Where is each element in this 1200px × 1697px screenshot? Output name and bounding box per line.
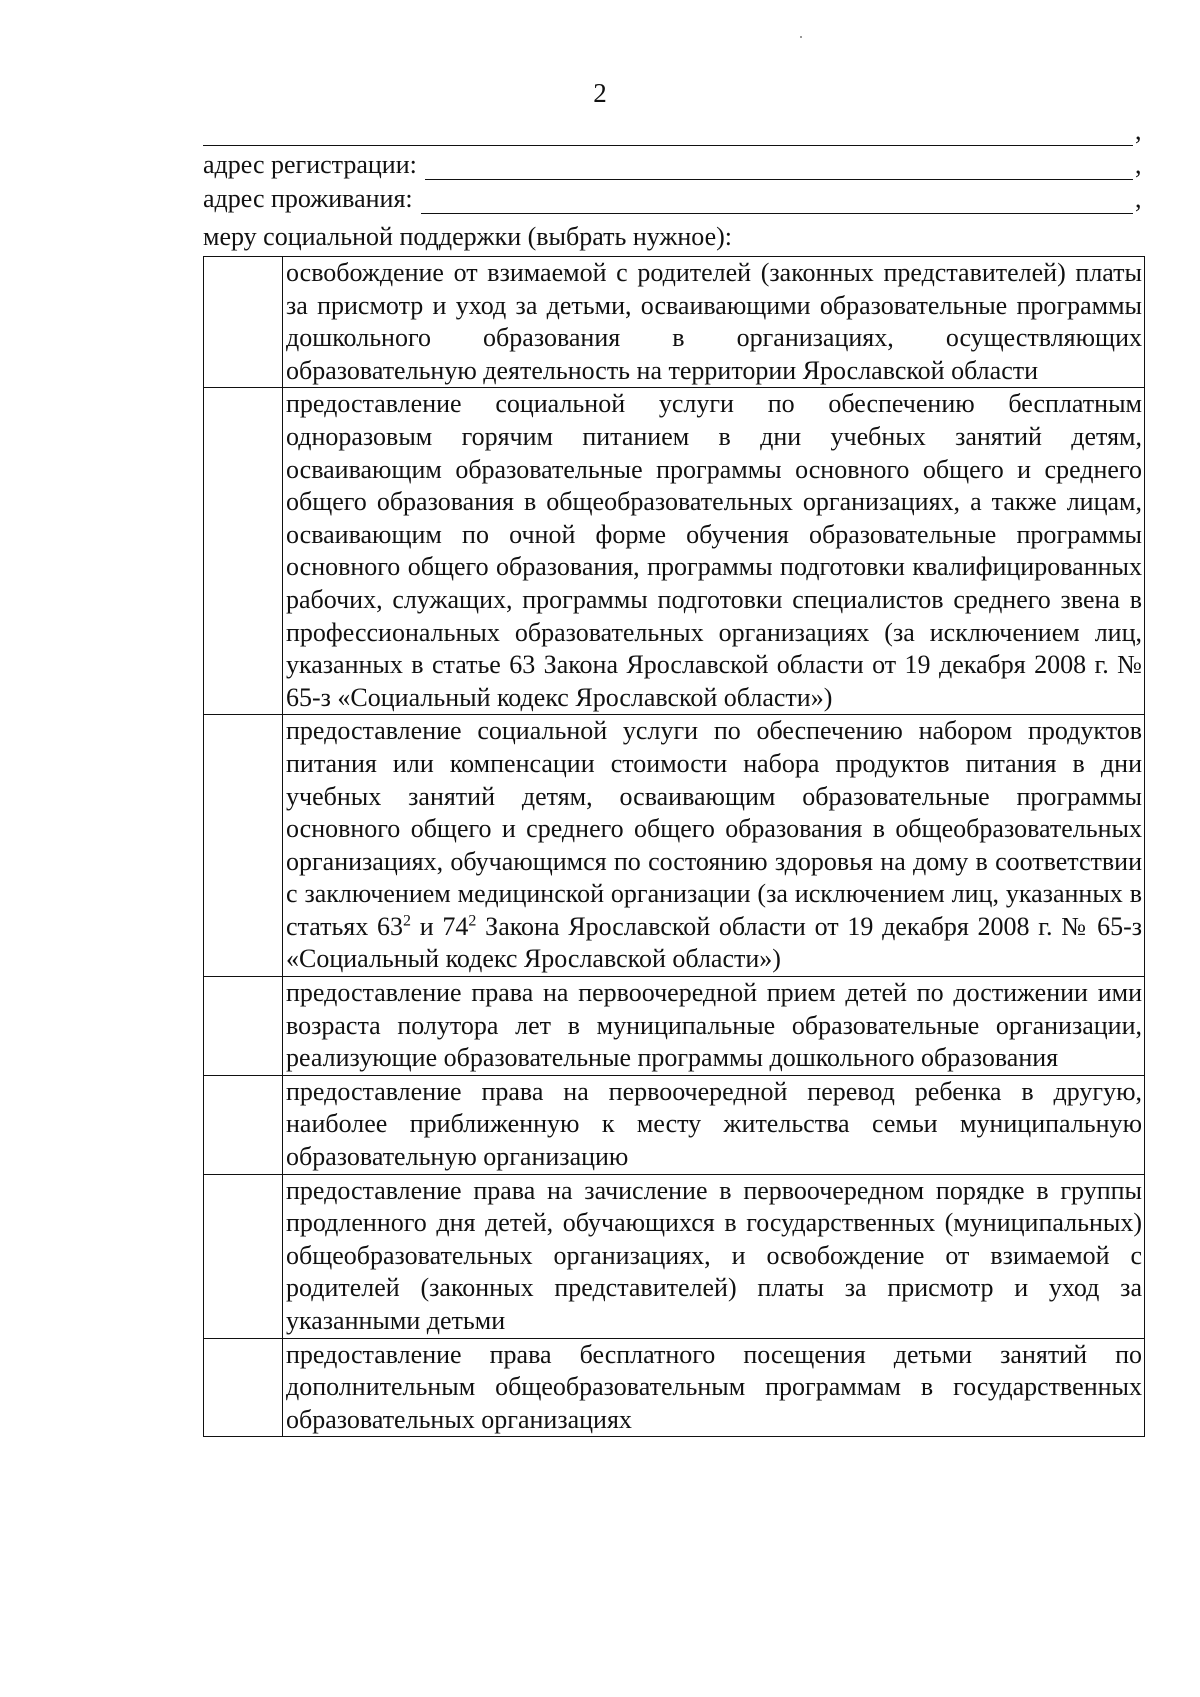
residence-address-line (203, 184, 1145, 214)
option-text: предоставление права на первоочередной прием детей по достижении ими возраста полутора лет в муниципальные образовательные организации, реализующие образовательные программы дошкольного образования (283, 977, 1145, 1076)
option-row (204, 1174, 1145, 1338)
option-row (204, 977, 1145, 1076)
option-text: предоставление права бесплатного посещения детьми занятий по дополнительным общеобразовательным программам в государственных образовательных организациях (283, 1338, 1145, 1437)
option-checkbox[interactable] (204, 977, 283, 1076)
applicant-name-line (203, 116, 1145, 146)
residence-address-label: адрес проживания: (203, 184, 413, 213)
option-checkbox[interactable] (204, 1338, 283, 1437)
option-checkbox[interactable] (204, 257, 283, 388)
applicant-name-field[interactable] (203, 119, 1133, 146)
page-number: 2 (593, 78, 607, 108)
option-text-part: и 74 (411, 911, 469, 941)
option-text: предоставление социальной услуги по обеспечению бесплатным одноразовым горячим питанием в дни учебных занятий детям, осваивающим образовательные программы основного общего и среднего общего образования в общеобразовательных организациях, а также лицам, осваивающим по очной форме обучения образовательные программы основного общего образования, программы подготовки квалифицированных рабочих, служащих, программы подготовки специалистов среднего звена в профессиональных образовательных организациях (за исключением лиц, указанных в статье 63 Закона Ярославской области от 19 декабря 2008 г. № 65-з «Социальный кодекс Ярославской области») (283, 388, 1145, 715)
option-text: предоставление права на первоочередной перевод ребенка в другую, наиболее приближенную к месту жительства семьи муниципальную образовательную организацию (283, 1075, 1145, 1174)
support-measures-table (203, 256, 1145, 1437)
option-text-part: предоставление социальной услуги по обеспечению набором продуктов питания или компенсации стоимости набора продуктов питания в дни учебных занятий детям, осваивающим образовательные программы основного общего и среднего общего образования в общеобразовательных организациях, обучающимся по состоянию здоровья на дому в соответствии с заключением медицинской организации (за исключением лиц, указанных в статьях 63 (286, 716, 1142, 941)
support-measure-prompt: меру социальной поддержки (выбрать нужное): (203, 222, 733, 251)
option-checkbox[interactable] (204, 1075, 283, 1174)
option-checkbox[interactable] (204, 715, 283, 977)
line-comma: , (1135, 116, 1142, 145)
line-comma: , (1135, 150, 1142, 179)
option-row (204, 1338, 1145, 1437)
option-text: предоставление права на зачисление в первоочередном порядке в группы продленного дня детей, обучающихся в государственных (муниципальных) общеобразовательных организациях, и освобождение от взимаемой с родителей (законных представителей) платы за присмотр и уход за указанными детьми (283, 1174, 1145, 1338)
option-checkbox[interactable] (204, 388, 283, 715)
option-row (204, 388, 1145, 715)
option-row (204, 257, 1145, 388)
scan-speck (800, 36, 802, 38)
registration-address-field[interactable] (425, 153, 1133, 180)
superscript: 2 (468, 912, 477, 930)
option-text: освобождение от взимаемой с родителей (законных представителей) платы за присмотр и уход за детьми, осваивающими образовательные программы дошкольного образования в организациях, осуществляющих образовательную деятельность на территории Ярославской области (283, 257, 1145, 388)
line-comma: , (1135, 184, 1142, 213)
registration-address-line (203, 150, 1145, 180)
option-checkbox[interactable] (204, 1174, 283, 1338)
superscript: 2 (403, 912, 412, 930)
option-text-part: Закона Ярославской области от 19 декабря 2008 г. № 65-з «Социальный кодекс Ярославской области») (286, 911, 1142, 974)
option-row (204, 1075, 1145, 1174)
option-row (204, 715, 1145, 977)
option-text (283, 715, 1145, 977)
registration-address-label: адрес регистрации: (203, 150, 417, 179)
residence-address-field[interactable] (421, 187, 1133, 214)
